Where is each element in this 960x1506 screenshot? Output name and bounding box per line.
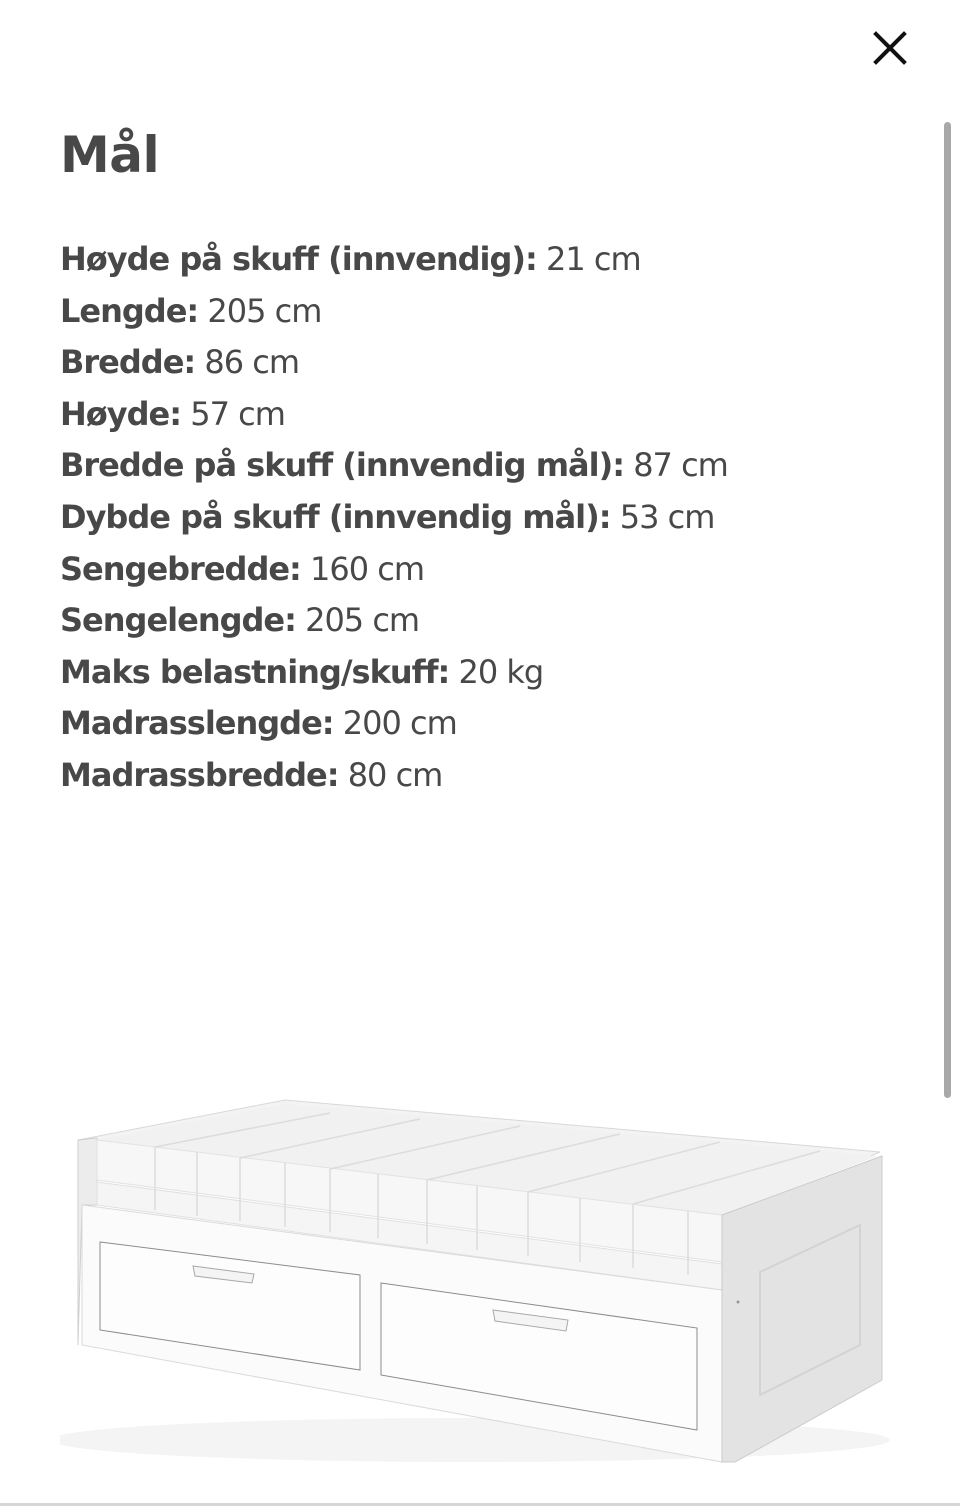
dimension-label: Madrassbredde: [60, 755, 339, 794]
dimension-row [60, 494, 728, 546]
dimension-value: 205 cm [305, 601, 420, 640]
scrollbar[interactable] [944, 122, 951, 1098]
dimension-value: 57 cm [190, 394, 285, 433]
dimension-value: 20 kg [458, 652, 544, 691]
dimension-label: Sengelengde: [60, 601, 296, 640]
dimension-label: Høyde på skuff (innvendig): [60, 240, 537, 278]
dimension-row [60, 339, 728, 391]
page-title: Mål [60, 126, 160, 184]
dimension-row [60, 546, 728, 598]
dimension-value: 87 cm [633, 446, 728, 485]
product-image [60, 1080, 900, 1480]
dimension-value: 21 cm [545, 240, 641, 278]
dimension-row [60, 442, 728, 494]
dimension-label: Maks belastning/skuff: [60, 652, 450, 691]
dimension-row [60, 649, 728, 701]
dimension-label: Høyde: [60, 394, 182, 433]
dimensions-list [60, 236, 728, 804]
dimension-value: 160 cm [310, 549, 425, 588]
dimension-row [60, 236, 728, 288]
dimension-label: Lengde: [60, 291, 199, 330]
dimension-value: 86 cm [204, 343, 300, 382]
dimension-value: 80 cm [347, 755, 443, 794]
close-button[interactable] [866, 24, 914, 72]
dimension-label: Madrasslengde: [60, 704, 334, 743]
dimension-row [60, 391, 728, 443]
dimension-row [60, 700, 728, 752]
dimension-row [60, 597, 728, 649]
dimension-label: Sengebredde: [60, 549, 301, 588]
dimension-label: Bredde på skuff (innvendig mål): [60, 446, 625, 485]
dimension-row [60, 752, 728, 804]
dimension-label: Dybde på skuff (innvendig mål): [60, 497, 611, 536]
dimension-value: 53 cm [619, 497, 715, 536]
dimension-value: 200 cm [342, 704, 457, 743]
dimension-row [60, 288, 728, 340]
dimension-label: Bredde: [60, 343, 196, 382]
close-icon [873, 31, 907, 65]
dimension-value: 205 cm [207, 291, 322, 330]
